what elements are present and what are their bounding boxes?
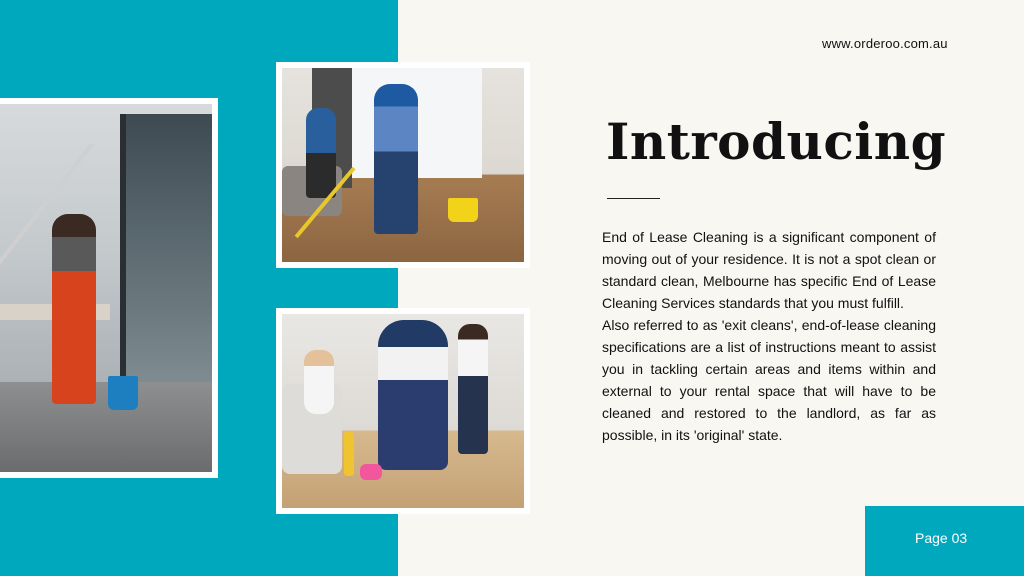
cleaner-figure xyxy=(378,320,448,470)
cleaner-figure xyxy=(304,350,334,414)
floor xyxy=(0,382,212,472)
cleaner-figure xyxy=(306,108,336,198)
body-text xyxy=(602,226,936,446)
photo-mopping xyxy=(276,62,530,268)
bucket xyxy=(448,198,478,222)
paragraph: End of Lease Cleaning is a significant component of moving out of your residence. It is not a spot clean or standard clean, Melbourne has specific End of Lease Cleaning Services standards that you must fulfill. xyxy=(602,229,936,311)
bucket xyxy=(108,376,138,410)
paragraph: Also referred to as 'exit cleans', end-of-lease cleaning specifications are a list of instructions meant to assist you in tackling certain areas and items within and external to your rental space that will have to be cleaned and restored to the landlord, as far as possible, in its 'original' state. xyxy=(602,317,936,443)
website-url[interactable]: www.orderoo.com.au xyxy=(822,36,948,51)
photo-mopping-image xyxy=(282,68,524,262)
photo-floor-scrubbing-image xyxy=(282,314,524,508)
photo-window-cleaning xyxy=(0,98,218,478)
page-title: Introducing xyxy=(606,112,947,171)
cleaning-bottle xyxy=(344,432,354,476)
photo-window-cleaning-image xyxy=(0,104,212,472)
title-divider xyxy=(607,198,660,199)
cleaner-figure xyxy=(374,84,418,234)
pink-glove xyxy=(360,464,382,480)
page-number-box xyxy=(865,506,1024,576)
cleaner-figure xyxy=(458,324,488,454)
page-number: Page 03 xyxy=(915,530,968,546)
cleaner-figure xyxy=(52,214,96,404)
photo-floor-scrubbing xyxy=(276,308,530,514)
